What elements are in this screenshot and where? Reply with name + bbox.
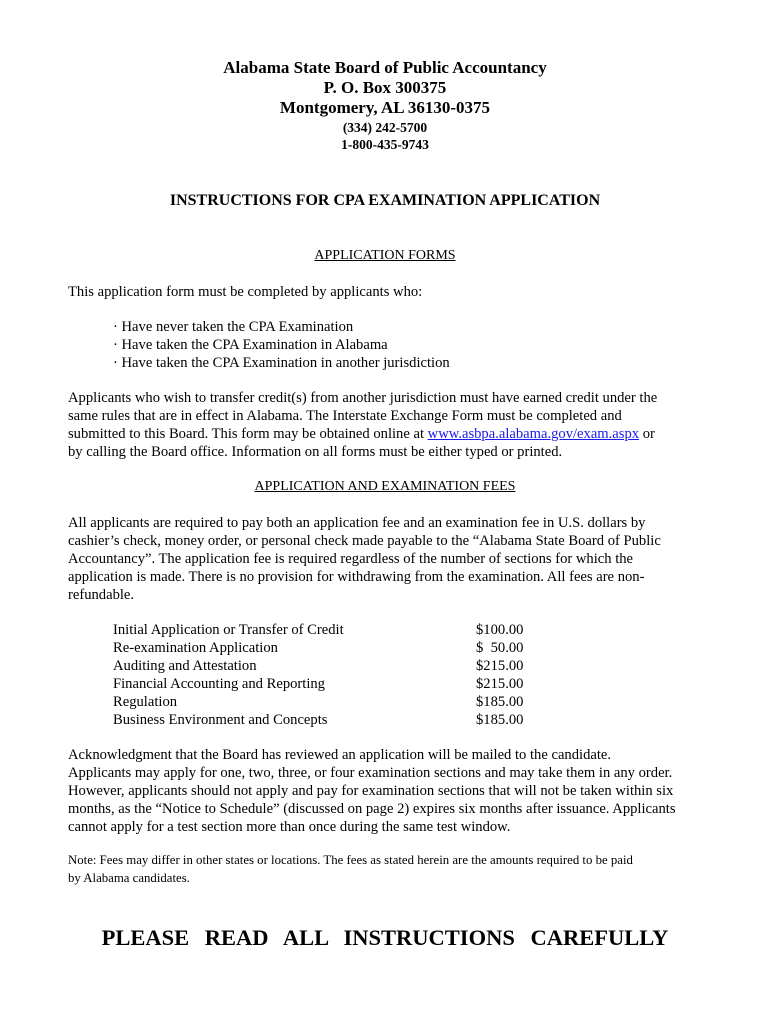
paragraph-line: by calling the Board office. Information on all forms must be either typed or printed.	[68, 444, 563, 460]
fees-note	[68, 851, 708, 887]
phone-tollfree: 1-800-435-9743	[341, 137, 429, 152]
fee-item-name: Re-examination Application	[113, 640, 278, 656]
paragraph-line: same rules that are in effect in Alabama. The Interstate Exchange Form must be completed and	[68, 408, 622, 424]
transfer-credit-paragraph	[68, 389, 708, 461]
fee-item-name: Initial Application or Transfer of Credit	[113, 622, 344, 638]
paragraph-line: cannot apply for a test section more than once during the same test window.	[68, 819, 511, 835]
acknowledgment-paragraph	[68, 746, 708, 836]
paragraph-line: refundable.	[68, 587, 135, 603]
fee-item-amount: $100.00	[476, 622, 524, 638]
fees-paragraph	[68, 514, 708, 604]
note-line: by Alabama candidates.	[68, 871, 190, 885]
paragraph-line: Acknowledgment that the Board has reviewed an application will be mailed to the candidate.	[68, 747, 612, 763]
city-state-zip: Montgomery, AL 36130-0375	[279, 98, 491, 117]
fee-item-name: Regulation	[113, 694, 178, 710]
fee-item-amount: $215.00	[476, 676, 524, 692]
fee-item-name: Auditing and Attestation	[113, 658, 257, 674]
paragraph-line	[68, 425, 708, 443]
page-title: INSTRUCTIONS FOR CPA EXAMINATION APPLICATION	[169, 192, 601, 209]
paragraph-line: Accountancy”. The application fee is required regardless of the number of sections for which the	[68, 551, 634, 567]
paragraph-line: All applicants are required to pay both an application fee and an examination fee in U.S. dollars by	[68, 515, 646, 531]
paragraph-text: or	[639, 426, 655, 442]
fee-item-name: Business Environment and Concepts	[113, 712, 328, 728]
fee-item-amount: $185.00	[476, 712, 524, 728]
paragraph-line: months, as the “Notice to Schedule” (discussed on page 2) expires six months after issuance. Applicants	[68, 801, 676, 817]
paragraph-line: Applicants may apply for one, two, three, or four examination sections and may take them in any order.	[68, 765, 673, 781]
exam-form-link[interactable]: www.asbpa.alabama.gov/exam.aspx	[427, 426, 640, 442]
list-item: · Have taken the CPA Examination in another jurisdiction	[113, 355, 450, 371]
paragraph-line: Applicants who wish to transfer credit(s) from another jurisdiction must have earned credit under the	[68, 390, 658, 406]
list-item: · Have taken the CPA Examination in Alabama	[113, 337, 388, 353]
paragraph-line: application is made. There is no provision for withdrawing from the examination. All fees are non-	[68, 569, 645, 585]
list-item: · Have never taken the CPA Examination	[113, 319, 354, 335]
read-instructions-banner: PLEASE READ ALL INSTRUCTIONS CAREFULLY	[101, 925, 669, 950]
po-box: P. O. Box 300375	[323, 78, 447, 97]
paragraph-line: cashier’s check, money order, or personal check made payable to the “Alabama State Board of Public	[68, 533, 661, 549]
paragraph-text: submitted to this Board. This form may be obtained online at	[68, 426, 428, 442]
fee-item-amount: $185.00	[476, 694, 524, 710]
intro-text: This application form must be completed by applicants who:	[68, 284, 423, 300]
fee-item-amount: $ 50.00	[476, 640, 524, 656]
section-heading-fees: APPLICATION AND EXAMINATION FEES	[254, 479, 516, 494]
org-name: Alabama State Board of Public Accountancy	[223, 58, 547, 77]
fee-item-amount: $215.00	[476, 658, 524, 674]
section-heading-application-forms: APPLICATION FORMS	[314, 248, 456, 263]
fee-item-name: Financial Accounting and Reporting	[113, 676, 325, 692]
phone-local: (334) 242-5700	[342, 120, 428, 135]
paragraph-line: However, applicants should not apply and pay for examination sections that will not be taken within six	[68, 783, 674, 799]
note-line: Note: Fees may differ in other states or locations. The fees as stated herein are the amounts required to be paid	[68, 853, 633, 867]
